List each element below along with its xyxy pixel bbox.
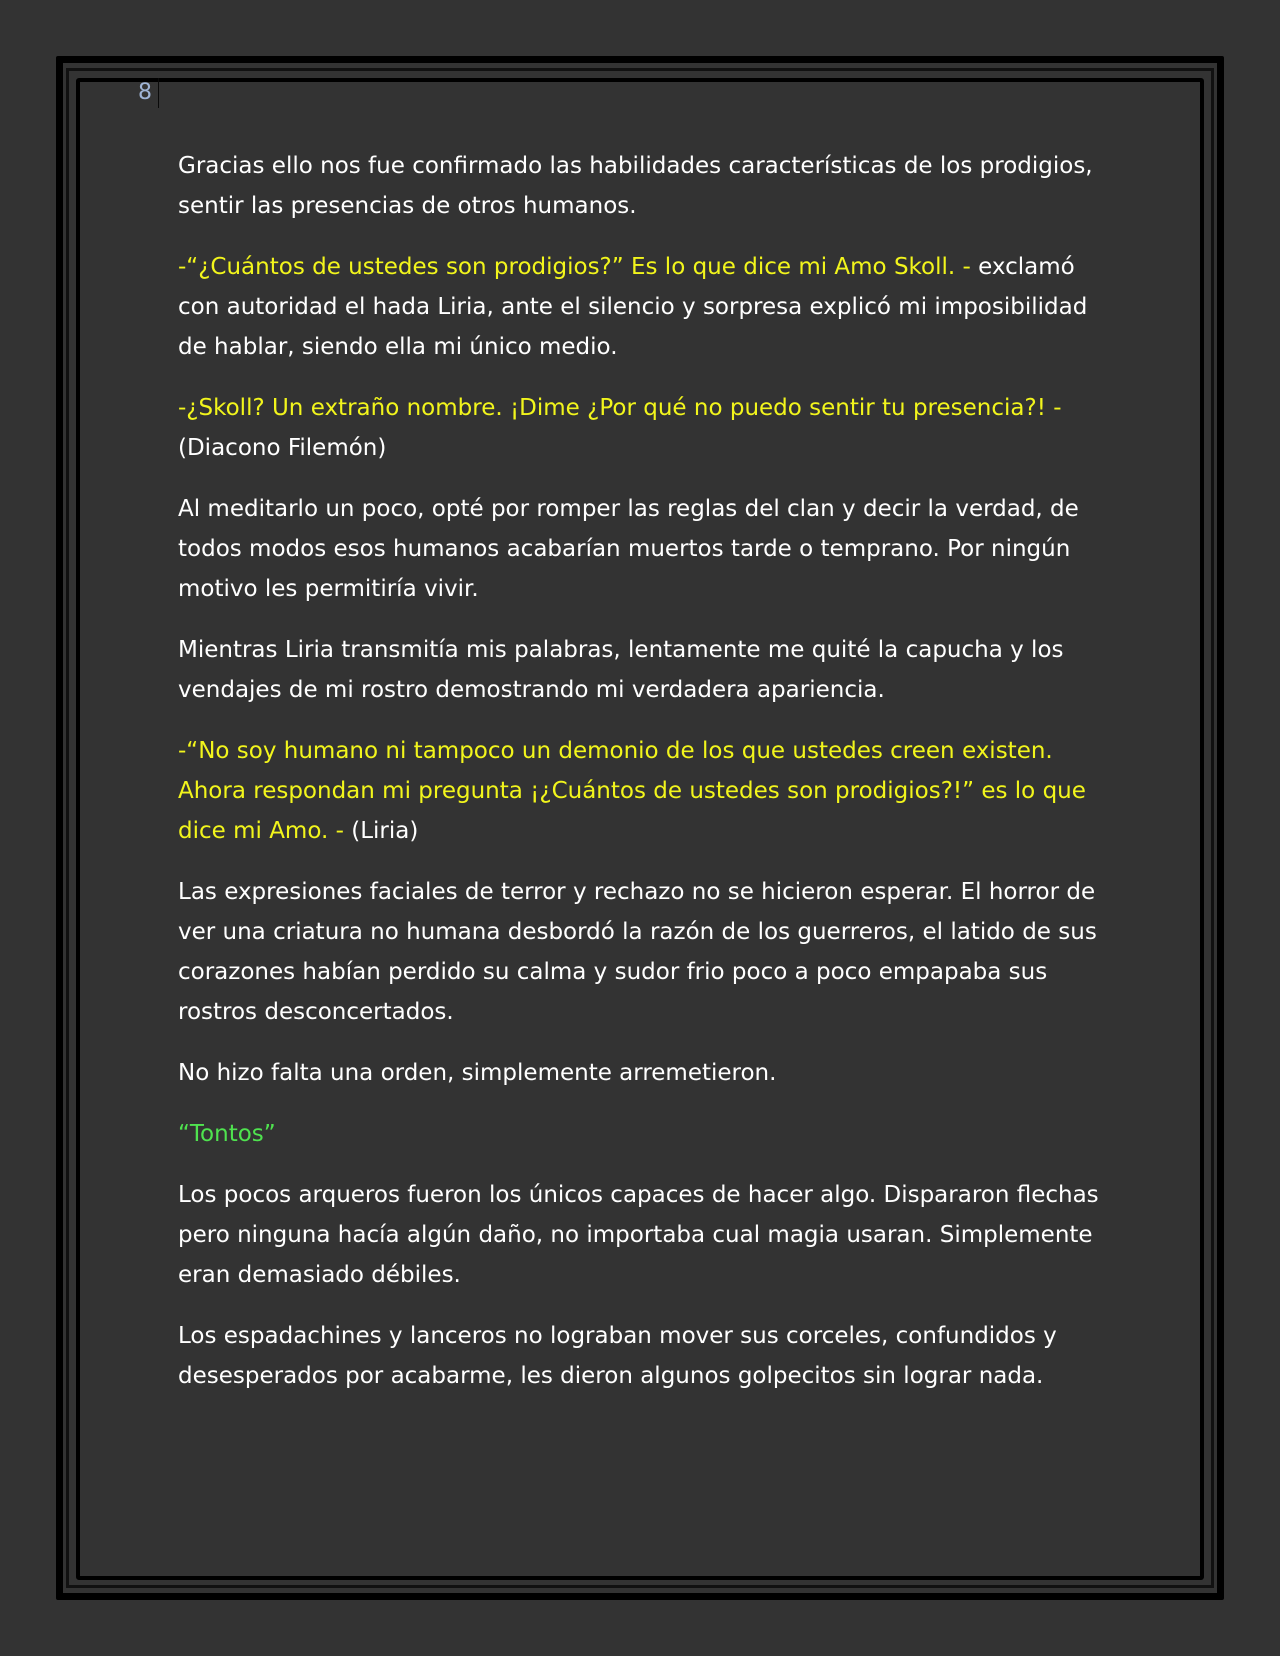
paragraph bbox=[178, 731, 1103, 851]
paragraph bbox=[178, 1053, 1103, 1093]
paragraph bbox=[178, 630, 1103, 710]
narration: No hizo falta una orden, simplemente arremetieron. bbox=[178, 1060, 777, 1086]
dialogue: -“No soy humano ni tampoco un demonio de los que ustedes creen existen. Ahora respondan mi pregunta ¡¿Cuántos de ustedes son prodigios?!” es lo que dice mi Amo. - bbox=[178, 738, 1086, 844]
paragraph bbox=[178, 1316, 1103, 1396]
paragraph bbox=[178, 489, 1103, 609]
paragraph bbox=[178, 1175, 1103, 1295]
dialogue: -“¿Cuántos de ustedes son prodigios?” Es lo que dice mi Amo Skoll. - bbox=[178, 254, 971, 280]
narration: Gracias ello nos fue confirmado las habilidades características de los prodigios, sentir las presencias de otros humanos. bbox=[178, 153, 1093, 219]
dialogue: -¿Skoll? Un extraño nombre. ¡Dime ¿Por qué no puedo sentir tu presencia?! - bbox=[178, 395, 1062, 421]
narration: Las expresiones faciales de terror y rechazo no se hicieron esperar. El horror de ver una criatura no humana desbordó la razón de los guerreros, el latido de sus corazones habían perdido su calma y sudor frio poco a poco empapaba sus rostros desconcertados. bbox=[178, 879, 1097, 1025]
narration: (Diacono Filemón) bbox=[178, 435, 387, 461]
thought: “Tontos” bbox=[178, 1121, 276, 1147]
narration: (Liria) bbox=[343, 818, 419, 844]
narration: Mientras Liria transmitía mis palabras, lentamente me quité la capucha y los vendajes de mi rostro demostrando mi verdadera apariencia. bbox=[178, 637, 1064, 703]
paragraph bbox=[178, 872, 1103, 1032]
narration: Los pocos arqueros fueron los únicos capaces de hacer algo. Dispararon flechas pero ninguna hacía algún daño, no importaba cual magia usaran. Simplemente eran demasiado débiles. bbox=[178, 1182, 1099, 1288]
paragraph bbox=[178, 247, 1103, 367]
page-number: 8 bbox=[138, 78, 159, 108]
story-text bbox=[178, 146, 1103, 1417]
paragraph bbox=[178, 388, 1103, 468]
paragraph bbox=[178, 1114, 1103, 1154]
paragraph bbox=[178, 146, 1103, 226]
narration: Los espadachines y lanceros no lograban mover sus corceles, confundidos y desesperados por acabarme, les dieron algunos golpecitos sin lograr nada. bbox=[178, 1323, 1057, 1389]
narration: exclamó con autoridad el hada Liria, ante el silencio y sorpresa explicó mi imposibilidad de hablar, siendo ella mi único medio. bbox=[178, 254, 1088, 360]
narration: Al meditarlo un poco, opté por romper las reglas del clan y decir la verdad, de todos modos esos humanos acabarían muertos tarde o temprano. Por ningún motivo les permitiría vivir. bbox=[178, 496, 1079, 602]
